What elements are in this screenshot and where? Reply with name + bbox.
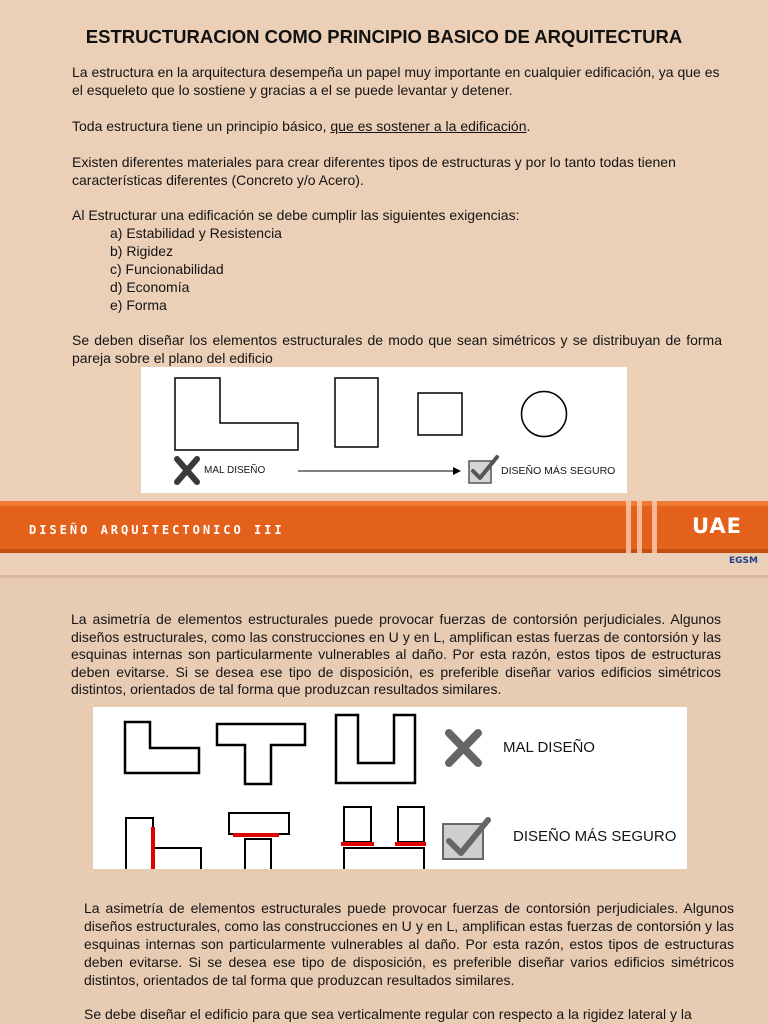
split-u-base (344, 848, 424, 869)
split-u-left (344, 807, 371, 842)
list-item: d) Economía (110, 279, 190, 295)
principle-underlined: que es sostener a la edificación (330, 118, 527, 134)
materials-paragraph: Existen diferentes materiales para crear diferentes tipos de estructuras y por lo tanto todas tienen características diferentes (Concreto y/o Acero). (72, 154, 676, 188)
shapes-figure-2 (93, 707, 687, 869)
requirements-list (110, 224, 282, 314)
bad-design-label: MAL DISEÑO (503, 739, 595, 756)
page-1 (0, 0, 768, 500)
bad-design-label: MAL DISEÑO (204, 465, 266, 476)
circle-shape (522, 392, 567, 437)
split-t-top (229, 813, 289, 834)
symmetry-paragraph: Se deben diseñar los elementos estructurales de modo que sean simétricos y se distribuyan de forma pareja sobre el plano del edificio (72, 332, 722, 366)
banner-divider (626, 501, 631, 553)
regularity-paragraph: Se debe diseñar el edificio para que sea verticalmente regular con respecto a la rigidez lateral y la (84, 1006, 692, 1022)
intro-paragraph: La estructura en la arquitectura desempeña un papel muy importante en cualquier edificación, ya que es el esqueleto que lo sostiene y gracias a el se puede levantar y detener. (72, 64, 720, 98)
list-item: a) Estabilidad y Resistencia (110, 225, 282, 241)
list-item: e) Forma (110, 297, 167, 313)
list-item: c) Funcionabilidad (110, 261, 224, 277)
principle-period: . (526, 118, 531, 134)
asymmetry-paragraph: La asimetría de elementos estructurales puede provocar fuerzas de contorsión perjudiciales. Algunos diseños estructurales, como las construcciones en U y en L, amplifican estas fuerzas de contorsión y las esquinas internas son particularmente vulnerables al daño. Por esta razón, estos tipos de estructuras deben evitarse. Si se desea ese tipo de disposición, es preferible diseñar varios edificios simétricos distintos, orientados de tal forma que produzcan resultados similares. (71, 611, 721, 697)
page-footer (0, 553, 768, 575)
list-item: b) Rigidez (110, 243, 174, 259)
t-shape (217, 724, 305, 784)
x-mark-icon (449, 733, 478, 763)
banner-divider (637, 501, 642, 553)
uae-logo: UAE (692, 514, 743, 538)
course-name: DISEÑO ARQUITECTONICO III (29, 523, 285, 537)
asymmetry-paragraph-repeat: La asimetría de elementos estructurales puede provocar fuerzas de contorsión perjudiciales. Algunos diseños estructurales, como las construcciones en U y en L, amplifican estas fuerzas de contorsión y las esquinas internas son particularmente vulnerables al daño. Por esta razón, estos tipos de estructuras deben evitarse. Si se desea ese tipo de disposición, es preferible diseñar varios edificios simétricos distintos, orientados de tal forma que produzcan resultados similares. (84, 900, 734, 988)
u-shape (336, 715, 415, 783)
page-2 (0, 578, 768, 1024)
split-u-right (398, 807, 424, 842)
principle-text: Toda estructura tiene un principio básico, (72, 118, 331, 134)
x-mark-icon (177, 459, 197, 482)
shapes-figure-1 (141, 367, 627, 493)
requirements-intro: Al Estructurar una edificación se debe cumplir las siguientes exigencias: (72, 207, 520, 223)
rectangle-shape (335, 378, 378, 447)
arrow-head-icon (453, 467, 461, 475)
banner-divider (652, 501, 657, 553)
split-l-horizontal (153, 848, 201, 869)
square-shape (418, 393, 462, 435)
checkbox-check-icon (469, 457, 497, 483)
principle-paragraph (72, 117, 722, 135)
course-banner (0, 501, 768, 553)
l-shape (175, 378, 298, 450)
split-l-vertical (126, 818, 153, 869)
l-shape (125, 722, 199, 773)
egsm-logo: EGSM (729, 556, 758, 566)
checkbox-check-icon (443, 820, 488, 859)
split-t-stem (245, 839, 271, 869)
safer-design-label: DISEÑO MÁS SEGURO (513, 828, 677, 845)
safer-design-label: DISEÑO MÁS SEGURO (501, 465, 616, 477)
page-title: ESTRUCTURACION COMO PRINCIPIO BASICO DE ARQUITECTURA (85, 26, 683, 47)
